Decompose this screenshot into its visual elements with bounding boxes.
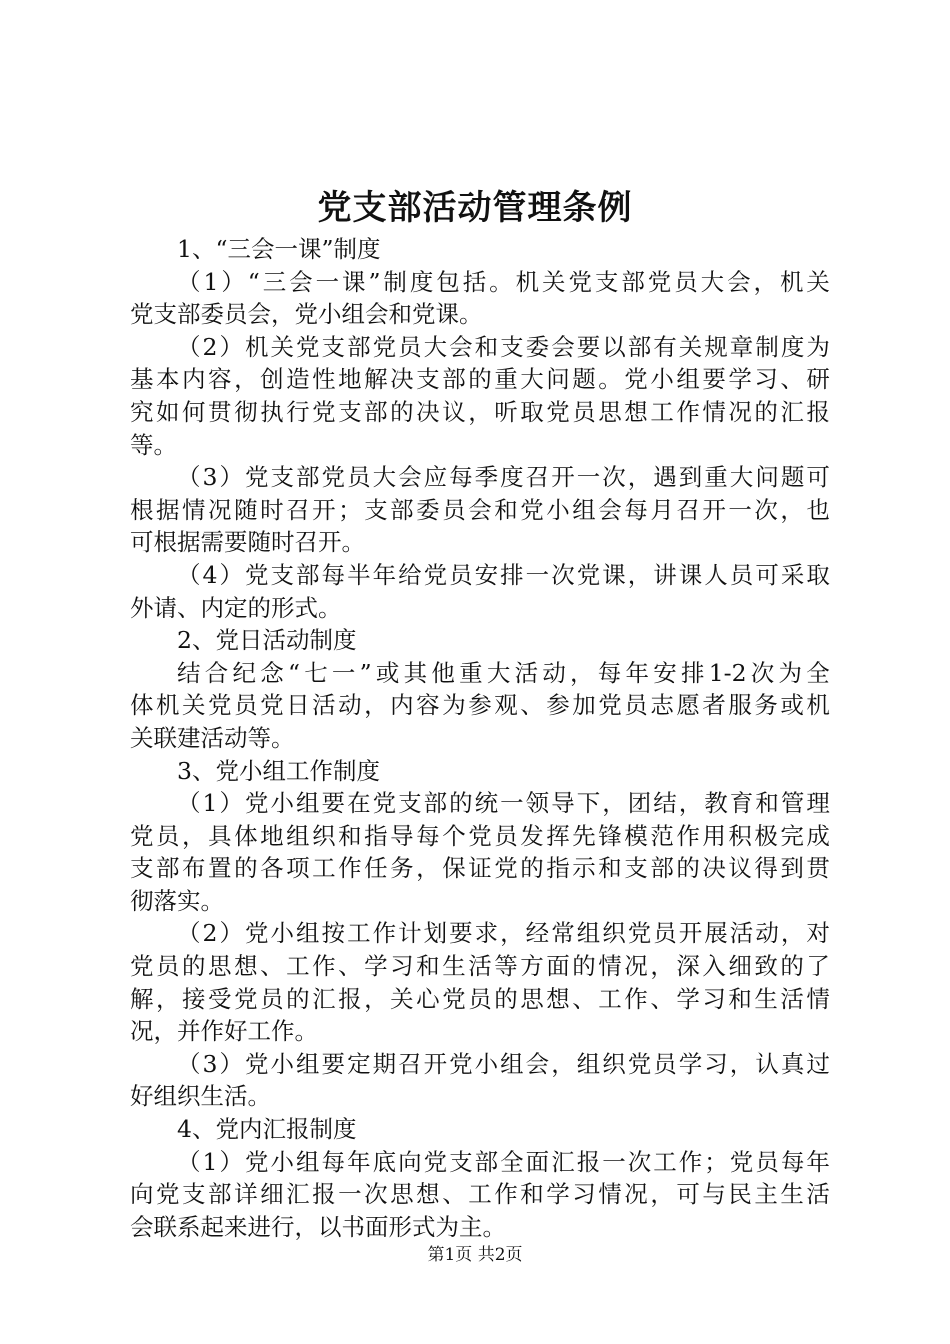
text-line: 好组织生活。	[130, 1082, 271, 1111]
text-line: （ 4 ） 党 支 部 每 半 年 给 党 员 安 排 一 次 党 课 ， 讲 课 人 员 可 采 取	[177, 560, 830, 589]
text-line: 2、党日活动制度	[177, 626, 357, 655]
text-line: 党支部委员会，党小组会和党课。	[130, 300, 483, 329]
text-line: （ 3 ） 党 小 组 要 定 期 召 开 党 小 组 会 ， 组 织 党 员 学 习 ， 认 真 过	[177, 1049, 830, 1078]
text-line: 况，并作好工作。	[130, 1017, 318, 1046]
text-line: 3、党小组工作制度	[177, 756, 380, 785]
text-line: 4、党内汇报制度	[177, 1115, 357, 1144]
text-line: （ 1 ） 党 小 组 要 在 党 支 部 的 统 一 领 导 下 ， 团 结 ， 教 育 和 管 理	[177, 789, 830, 818]
text-line: （ 1 ） “ 三 会 一 课 ” 制 度 包 括 。 机 关 党 支 部 党 员 大 会 ， 机 关	[177, 267, 830, 296]
text-line: 党 员 ， 具 体 地 组 织 和 指 导 每 个 党 员 发 挥 先 锋 模 范 作 用 积 极 完 成	[130, 821, 830, 850]
page-title: 党支部活动管理条例	[317, 188, 633, 228]
text-line: 解 ， 接 受 党 员 的 汇 报 ， 关 心 党 员 的 思 想 、 工 作 、 学 习 和 生 活 情	[130, 984, 830, 1013]
text-line: （ 2 ） 党 小 组 按 工 作 计 划 要 求 ， 经 常 组 织 党 员 开 展 活 动 ， 对	[177, 919, 830, 948]
text-line: 根 据 情 况 随 时 召 开 ； 支 部 委 员 会 和 党 小 组 会 每 月 召 开 一 次 ， 也	[130, 495, 830, 524]
page-footer: 第1页 共2页	[427, 1245, 523, 1265]
text-line: 彻落实。	[130, 886, 224, 915]
text-line: 体 机 关 党 员 党 日 活 动 ， 内 容 为 参 观 、 参 加 党 员 志 愿 者 服 务 或 机	[130, 691, 830, 720]
text-line: （ 3 ） 党 支 部 党 员 大 会 应 每 季 度 召 开 一 次 ， 遇 到 重 大 问 题 可	[177, 463, 830, 492]
document-body	[130, 233, 830, 1243]
text-line: 可根据需要随时召开。	[130, 528, 365, 557]
text-line: （ 1 ） 党 小 组 每 年 底 向 党 支 部 全 面 汇 报 一 次 工 作 ； 党 员 每 年	[177, 1147, 830, 1176]
text-line: 结 合 纪 念 “ 七 一 ” 或 其 他 重 大 活 动 ， 每 年 安 排 1-2 次 为 全	[177, 658, 830, 687]
text-line: 究 如 何 贯 彻 执 行 党 支 部 的 决 议 ， 听 取 党 员 思 想 工 作 情 况 的 汇 报	[130, 397, 830, 426]
text-line: 基 本 内 容 ， 创 造 性 地 解 决 支 部 的 重 大 问 题 。 党 小 组 要 学 习 、 研	[130, 365, 830, 394]
text-line: 党 员 的 思 想 、 工 作 、 学 习 和 生 活 等 方 面 的 情 况 ， 深 入 细 致 的 了	[130, 952, 830, 981]
text-line: （ 2 ） 机 关 党 支 部 党 员 大 会 和 支 委 会 要 以 部 有 关 规 章 制 度 为	[177, 332, 830, 361]
text-line: 外请、内定的形式。	[130, 593, 342, 622]
text-line: 支 部 布 置 的 各 项 工 作 任 务 ， 保 证 党 的 指 示 和 支 部 的 决 议 得 到 贯	[130, 854, 830, 883]
text-line: 1、“三会一课”制度	[177, 235, 381, 263]
text-line: 关联建活动等。	[130, 723, 295, 752]
text-line: 等。	[130, 430, 177, 459]
text-line: 向 党 支 部 详 细 汇 报 一 次 思 想 、 工 作 和 学 习 情 况 ， 可 与 民 主 生 活	[130, 1180, 830, 1209]
text-line: 会联系起来进行，以书面形式为主。	[130, 1212, 506, 1241]
